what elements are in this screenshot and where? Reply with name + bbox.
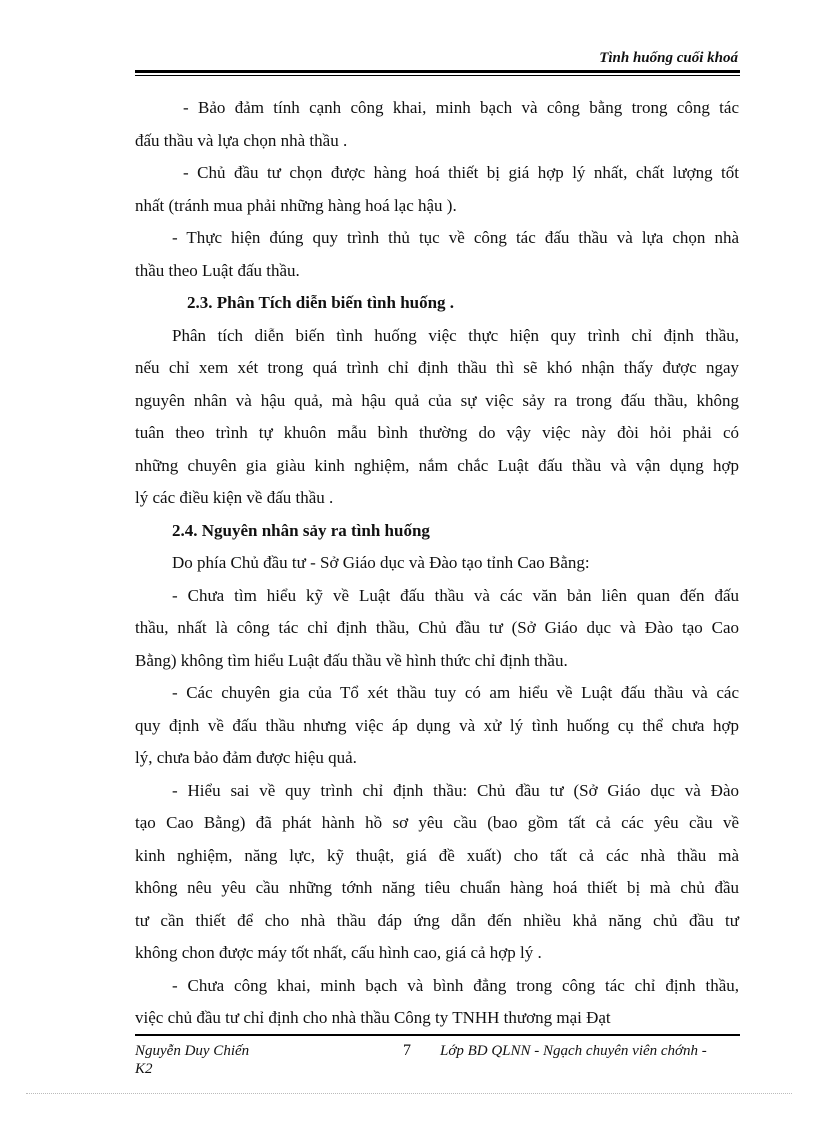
paragraph-line: - Chưa công khai, minh bạch và bình đẳng trong công tác chỉ định thầu, [172, 975, 739, 995]
paragraph-line: lý, chưa bảo đảm được hiệu quả. [135, 748, 357, 767]
paragraph-line: tuân theo trình tự khuôn mẫu bình thường do vậy việc này đòi hỏi phải có [135, 423, 739, 442]
footer-author-name: Nguyễn Duy Chiến [135, 1043, 250, 1059]
paragraph-line: - Bảo đảm tính cạnh công khai, minh bạch và công bằng trong công tác [183, 98, 739, 117]
paragraph-line: đấu thầu và lựa chọn nhà thầu . [135, 130, 348, 150]
paragraph-line: - Thực hiện đúng quy trình thủ tục về công tác đấu thầu và lựa chọn nhà [172, 228, 739, 247]
paragraph-line: Do phía Chủ đầu tư - Sở Giáo dục và Đào tạo tỉnh Cao Bằng: [172, 553, 590, 572]
paragraph-line: lý các điều kiện về đấu thầu . [135, 488, 334, 507]
paragraph-line: Phân tích diễn biến tình huống việc thực hiện quy trình chỉ định thầu, [172, 325, 739, 345]
page-number: 7 [403, 1042, 411, 1059]
paragraph-line: - Chưa tìm hiểu kỹ về Luật đấu thầu và các văn bản liên quan đến đấu [172, 585, 739, 605]
section-heading: 2.4. Nguyên nhân sảy ra tình huống [172, 520, 430, 540]
paragraph-line: nhất (tránh mua phải những hàng hoá lạc hậu ). [135, 195, 457, 215]
paragraph-line: nếu chỉ xem xét trong quá trình chỉ định thầu thì sẽ khó nhận thấy được ngay [135, 358, 739, 377]
paragraph-line: không chon được máy tốt nhất, cấu hình cao, giá cả hợp lý . [135, 943, 542, 962]
paragraph-line: - Hiểu sai về quy trình chỉ định thầu: Chủ đầu tư (Sở Giáo dục và Đào [172, 780, 739, 800]
header-rule-thin [135, 75, 740, 76]
footer-class-info: Lớp BD QLNN - Ngạch chuyên viên chớnh - [440, 1043, 707, 1059]
header-rule-thick [135, 70, 740, 73]
section-heading: 2.3. Phân Tích diễn biến tình huống . [187, 293, 455, 312]
paragraph-line: quy định về đấu thầu nhưng việc áp dụng và xử lý tình huống cụ thể chưa hợp [135, 715, 739, 735]
paragraph-line: việc chủ đầu tư chỉ định cho nhà thầu Công ty TNHH thương mại Đạt [135, 1008, 611, 1027]
document-body [135, 92, 739, 1035]
paragraph-line: kinh nghiệm, năng lực, kỹ thuật, giá đề xuất) cho tất cả các nhà thầu mà [135, 845, 739, 865]
paragraph-line: Bằng) không tìm hiểu Luật đấu thầu về hình thức chỉ định thầu. [135, 650, 568, 670]
paragraph-line: - Chủ đầu tư chọn được hàng hoá thiết bị giá hợp lý nhất, chất lượng tốt [183, 163, 739, 182]
paragraph-line: thầu, nhất là công tác chỉ định thầu, Chủ đầu tư (Sở Giáo dục và Đào tạo Cao [135, 618, 739, 637]
paragraph-line: - Các chuyên gia của Tổ xét thầu tuy có am hiểu về Luật đấu thầu và các [172, 683, 739, 702]
paragraph-line: tư cần thiết để cho nhà thầu đáp ứng dẫn đến nhiều khả năng chủ đầu tư [135, 910, 739, 930]
paragraph-line: nguyên nhân và hậu quả, mà hậu quả của sự việc sảy ra trong đấu thầu, không [135, 390, 739, 410]
paragraph-line: thầu theo Luật đấu thầu. [135, 260, 300, 280]
paragraph-line: không nêu yêu cầu những tớnh năng tiêu chuẩn hàng hoá thiết bị mà chủ đầu [135, 878, 739, 897]
footer-rule [135, 1034, 740, 1036]
page-border [26, 1093, 792, 1094]
footer-author-cont: K2 [135, 1061, 153, 1077]
paragraph-line: tạo Cao Bằng) đã phát hành hồ sơ yêu cầu (bao gồm tất cả các yêu cầu về [135, 813, 739, 832]
header-title: Tình huống cuối khoá [599, 50, 738, 66]
paragraph-line: những chuyên gia giàu kinh nghiệm, nắm chắc Luật đấu thầu và vận dụng hợp [135, 455, 739, 475]
footer-author [135, 1042, 249, 1078]
